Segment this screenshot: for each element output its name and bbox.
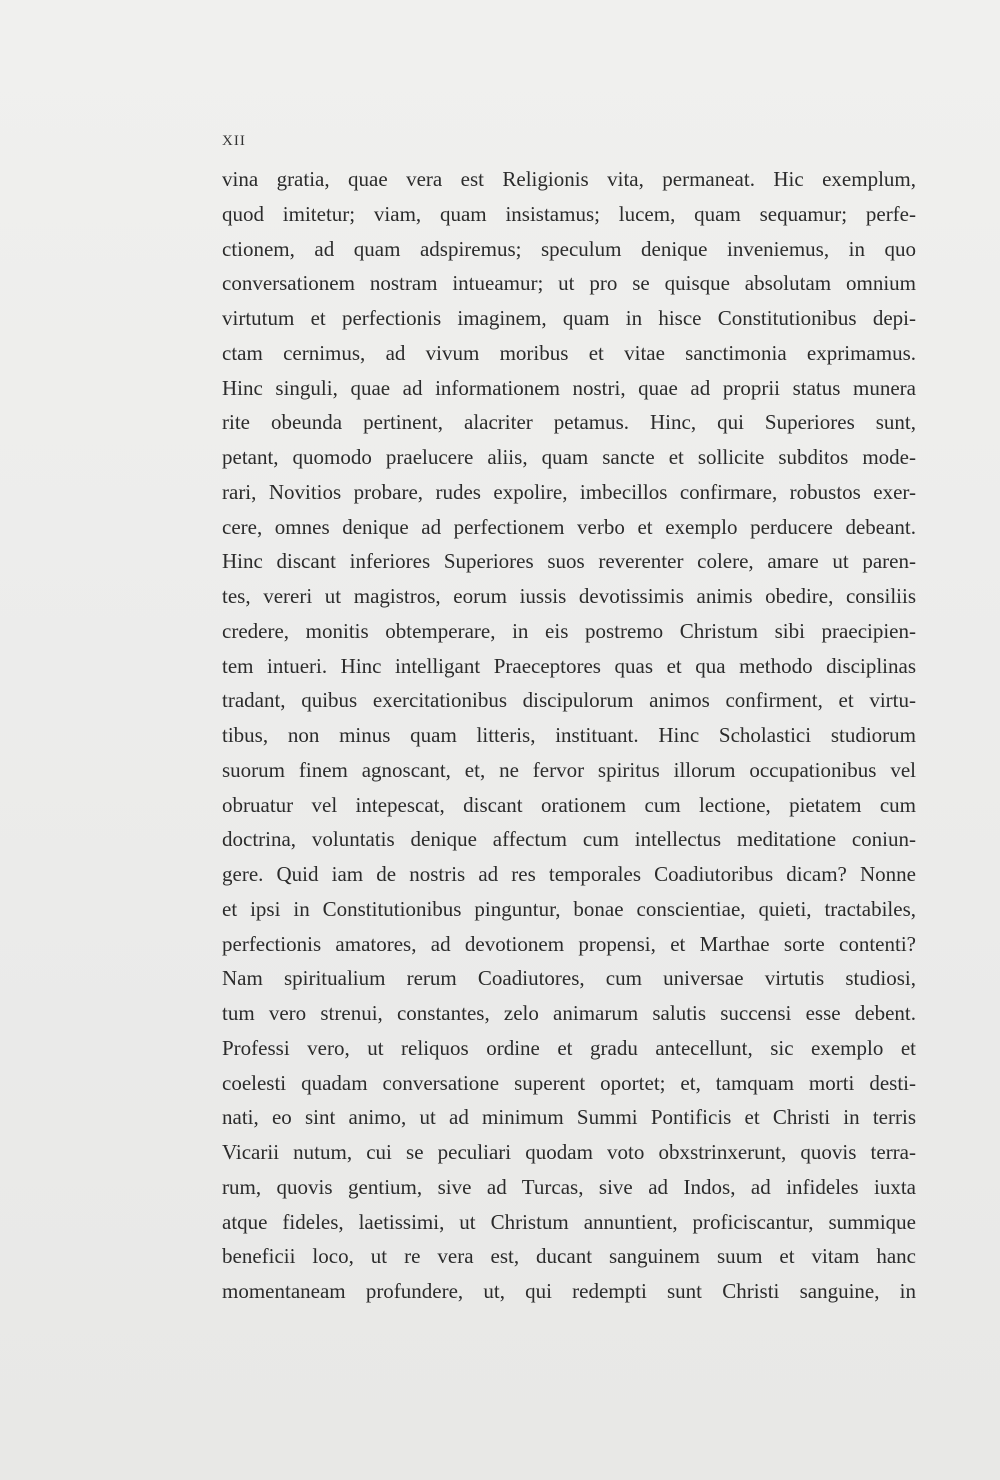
text-line: coelesti quadam conversatione superent oportet; et, tamquam morti desti- bbox=[222, 1070, 916, 1095]
text-line: tibus, non minus quam litteris, instituant. Hinc Scholastici studiorum bbox=[222, 723, 916, 747]
page-number: XII bbox=[222, 133, 246, 149]
text-line: rum, quovis gentium, sive ad Turcas, sive ad Indos, ad infideles iuxta bbox=[222, 1174, 916, 1199]
text-line: tes, vereri ut magistros, eorum iussis devotissimis animis obedire, consiliis bbox=[222, 584, 916, 608]
text-line: Professi vero, ut reliquos ordine et gradu antecellunt, sic exemplo et bbox=[222, 1035, 916, 1060]
text-line: Nam spiritualium rerum Coadiutores, cum universae virtutis studiosi, bbox=[222, 966, 916, 991]
text-line: Vicarii nutum, cui se peculiari quodam voto obxstrinxerunt, quovis terra- bbox=[222, 1140, 916, 1164]
text-line: obruatur vel intepescat, discant orationem cum lectione, pietatem cum bbox=[222, 792, 916, 817]
text-line: perfectionis amatores, ad devotionem propensi, et Marthae sorte contenti? bbox=[222, 931, 916, 956]
text-line: tem intueri. Hinc intelligant Praeceptores quas et qua methodo disciplinas bbox=[222, 653, 916, 678]
text-line: ctam cernimus, ad vivum moribus et vitae sanctimonia exprimamus. bbox=[222, 340, 916, 365]
text-line: petant, quomodo praelucere aliis, quam sancte et sollicite subditos mode- bbox=[222, 445, 916, 469]
text-line: atque fideles, laetissimi, ut Christum annuntient, proficiscantur, summique bbox=[222, 1209, 916, 1234]
text-line: quod imitetur; viam, quam insistamus; lucem, quam sequamur; perfe- bbox=[222, 201, 916, 226]
text-line: virtutum et perfectionis imaginem, quam in hisce Constitutionibus depi- bbox=[222, 306, 916, 330]
text-line: et ipsi in Constitutionibus pinguntur, bonae conscientiae, quieti, tractabiles, bbox=[222, 896, 916, 921]
text-line: suorum finem agnoscant, et, ne fervor spiritus illorum occupationibus vel bbox=[222, 757, 916, 782]
text-line: doctrina, voluntatis denique affectum cum intellectus meditatione coniun- bbox=[222, 827, 916, 852]
text-line: conversationem nostram intueamur; ut pro se quisque absolutam omnium bbox=[222, 271, 916, 296]
text-line: tum vero strenui, constantes, zelo animarum salutis succensi esse debent. bbox=[222, 1001, 916, 1025]
text-line: vina gratia, quae vera est Religionis vita, permaneat. Hic exemplum, bbox=[222, 167, 916, 191]
text-line: credere, monitis obtemperare, in eis postremo Christum sibi praecipien- bbox=[222, 618, 916, 643]
text-line: momentaneam profundere, ut, qui redempti sunt Christi sanguine, in bbox=[222, 1279, 916, 1303]
text-line: beneficii loco, ut re vera est, ducant sanguinem suum et vitam hanc bbox=[222, 1244, 916, 1269]
text-line: gere. Quid iam de nostris ad res temporales Coadiutoribus dicam? Nonne bbox=[222, 862, 916, 886]
text-line: cere, omnes denique ad perfectionem verbo et exemplo perducere debeant. bbox=[222, 514, 916, 539]
text-line: Hinc discant inferiores Superiores suos reverenter colere, amare ut paren- bbox=[222, 549, 916, 574]
text-line: Hinc singuli, quae ad informationem nostri, quae ad proprii status munera bbox=[222, 375, 916, 400]
text-line: rari, Novitios probare, rudes expolire, imbecillos confirmare, robustos exer- bbox=[222, 479, 916, 504]
text-line: rite obeunda pertinent, alacriter petamus. Hinc, qui Superiores sunt, bbox=[222, 410, 916, 435]
body-text bbox=[222, 162, 916, 1309]
text-line: ctionem, ad quam adspiremus; speculum denique inveniemus, in quo bbox=[222, 236, 916, 261]
text-line: tradant, quibus exercitationibus discipulorum animos confirment, et virtu- bbox=[222, 688, 916, 713]
text-line: nati, eo sint animo, ut ad minimum Summi Pontificis et Christi in terris bbox=[222, 1105, 916, 1130]
